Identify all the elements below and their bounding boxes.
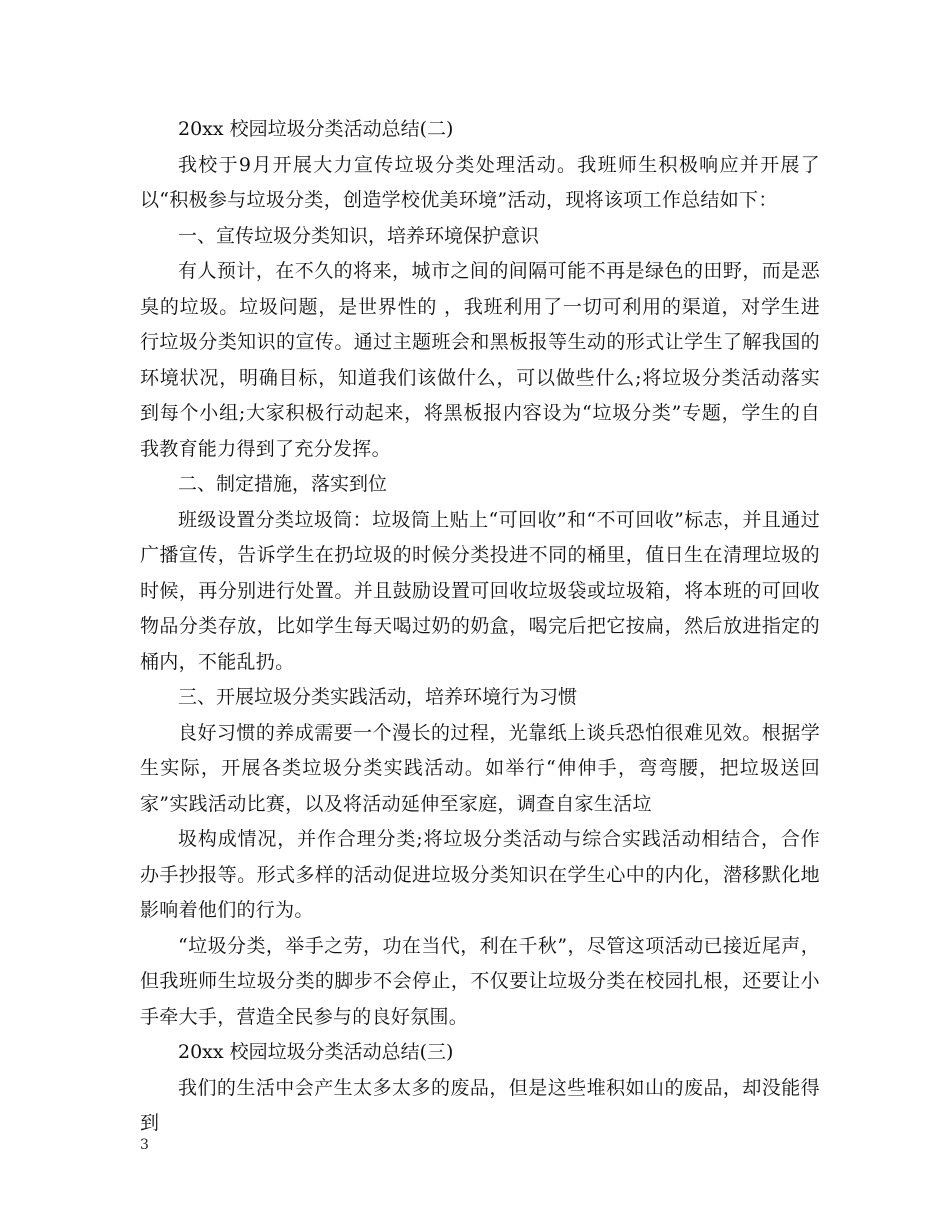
document-body — [140, 112, 820, 1142]
section-title: 20xx 校园垃圾分类活动总结(三) — [178, 1041, 454, 1063]
page-number: 3 — [140, 1137, 149, 1153]
paragraph: “垃圾分类，举手之劳，功在当代，利在千秋”，尽管这项活动已接近尾声，但我班师生垃圾分类的脚步不会停止，不仅要让垃圾分类在校园扎根，还要让小手牵大手，营造全民参与的良好氛围。 — [140, 934, 820, 1028]
subheading: 一、宣传垃圾分类知识，培养环境保护意识 — [178, 224, 540, 247]
paragraph: 圾构成情况，并作合理分类;将垃圾分类活动与综合实践活动相结合，合作办手抄报等。形式多样的活动促进垃圾分类知识在学生心中的内化，潜移默化地影响着他们的行为。 — [140, 828, 820, 921]
subheading: 二、制定措施，落实到位 — [178, 473, 388, 495]
paragraph: 我们的生活中会产生太多太多的废品，但是这些堆积如山的废品，却没能得到 — [140, 1076, 820, 1134]
paragraph: 我校于9月开展大力宣传垃圾分类处理活动。我班师生积极响应并开展了以“积极参与垃圾分类，创造学校优美环境”活动，现将该项工作总结如下： — [140, 153, 820, 211]
paragraph: 班级设置分类垃圾筒：垃圾筒上贴上“可回收”和“不可回收”标志，并且通过广播宣传，告诉学生在扔垃圾的时候分类投进不同的桶里，值日生在清理垃圾的时候，再分别进行处置。并且鼓励设置可回收垃圾袋或垃圾箱，将本班的可回收物品分类存放，比如学生每天喝过奶的奶盒，喝完后把它按扁，然后放进指定的桶内，不能乱扔。 — [140, 508, 820, 673]
subheading: 三、开展垃圾分类实践活动，培养环境行为习惯 — [178, 686, 578, 708]
paragraph: 有人预计，在不久的将来，城市之间的间隔可能不再是绿色的田野，而是恶臭的垃圾。垃圾问题，是世界性的 ，我班利用了一切可利用的渠道，对学生进行垃圾分类知识的宣传。通过主题班会和黑板报等生动的形式让学生了解我国的环境状况，明确目标，知道我们该做什么，可以做些什么;将垃圾分类活动落实到每个小组;大家积极行动起来，将黑板报内容设为“垃圾分类”专题，学生的自我教育能力得到了充分发挥。 — [140, 260, 820, 460]
paragraph: 良好习惯的养成需要一个漫长的过程，光靠纸上谈兵恐怕很难见效。根据学生实际，开展各类垃圾分类实践活动。如举行“伸伸手，弯弯腰，把垃圾送回家”实践活动比赛，以及将活动延伸至家庭，调查自家生活垃 — [140, 721, 820, 815]
section-title: 20xx 校园垃圾分类活动总结(二) — [178, 118, 454, 140]
